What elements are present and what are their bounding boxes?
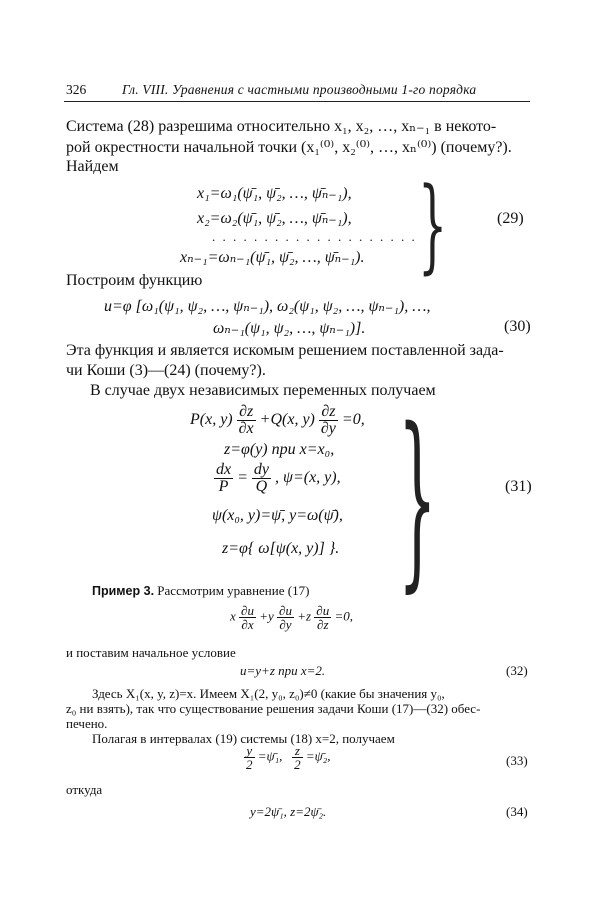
para2-line1: Эта функция и является искомым решением поставленной зада-: [66, 342, 504, 359]
eq17-frac1-num: ∂u: [241, 603, 254, 618]
example-title: Пример 3.: [92, 584, 155, 598]
para1-line1: Система (28) разрешима относительно x₁, x₂, …, xₙ₋₁ в некото-: [66, 118, 497, 135]
eq31-row2: z=φ(y) при x=x₀,: [224, 441, 335, 458]
eq31-p-coef: P(x, y): [190, 411, 233, 429]
eq33-frac1-num: y: [244, 744, 255, 758]
eq17-y: +y: [259, 608, 274, 624]
eq31-row3-tail: , ψ=(x, y),: [275, 469, 341, 487]
eq17-frac3: [314, 604, 331, 631]
eq17-frac2-num: ∂u: [279, 603, 292, 618]
eq31-row5: z=φ{ ω[ψ(x, y)] }.: [222, 540, 340, 557]
example-intro-text: Рассмотрим уравнение (17): [154, 583, 310, 598]
eq33-frac1-den: 2: [246, 757, 253, 772]
eq17-frac3-den: ∂z: [317, 617, 329, 632]
eq33-frac2: [292, 744, 303, 771]
eq17-z: +z: [297, 608, 312, 624]
eq17-x: x: [230, 608, 236, 624]
here-line2: z₀ ни взять), так что существование решения задачи Коши (17)—(32) обес-: [66, 701, 481, 716]
cond-text: и поставим начальное условие: [66, 645, 236, 660]
para2-line3: В случае двух независимых переменных получаем: [90, 382, 436, 399]
eq30-label: (30): [504, 318, 531, 335]
eq17-frac1: [239, 604, 256, 631]
eq29-row2: x₂=ω₂(ψ̄₁, ψ̄₂, …, ψ̄ₙ₋₁),: [197, 210, 352, 227]
eq31-frac4: [252, 462, 271, 495]
header-rule: [64, 101, 530, 102]
eq33-end: =ψ̄₂,: [305, 748, 331, 764]
eq30-line2: ωₙ₋₁(ψ₁, ψ₂, …, ψₙ₋₁)].: [213, 320, 366, 337]
eq31-frac1-den: ∂x: [238, 420, 254, 437]
put-line: Полагая в интервалах (19) системы (18) x=2, получаем: [92, 731, 395, 746]
eq17-frac1-den: ∂x: [241, 617, 254, 632]
eq17-end: =0,: [334, 608, 354, 624]
eq31-frac3-num: dx: [216, 461, 232, 478]
whence: откуда: [66, 782, 103, 797]
eq31-frac2-num: ∂z: [319, 404, 338, 421]
eq31-frac4-den: Q: [255, 478, 268, 495]
eq31-row1: [190, 404, 365, 437]
here-line3: печено.: [66, 716, 108, 731]
eq17: [230, 604, 353, 631]
para1-line3: Найдем: [66, 158, 119, 175]
eq31-row3-eq: =: [237, 469, 248, 487]
eq31-row4: ψ(x₀, y)=ψ̄, y=ω(ψ̄),: [212, 507, 343, 524]
eq32: u=y+z при x=2.: [240, 663, 326, 678]
eq33-frac2-den: 2: [294, 757, 301, 772]
eq31-frac2: [319, 404, 338, 437]
running-title: Гл. VIII. Уравнения с частными производными 1-го порядка: [122, 82, 477, 97]
eq33: [244, 744, 331, 771]
page-number: 326: [66, 82, 87, 97]
example-intro: [92, 583, 309, 599]
eq29-row1: x₁=ω₁(ψ̄₁, ψ̄₂, …, ψ̄ₙ₋₁),: [197, 185, 352, 202]
eq17-frac2: [277, 604, 294, 631]
eq31-row3: [214, 462, 341, 495]
eq31-frac4-num: dy: [253, 461, 270, 478]
eq17-frac3-num: ∂u: [316, 603, 330, 618]
build-text: Построим функцию: [66, 272, 203, 289]
eq29-row3: xₙ₋₁=ωₙ₋₁(ψ̄₁, ψ̄₂, …, ψ̄ₙ₋₁).: [180, 249, 365, 266]
eq34-label: (34): [506, 804, 528, 819]
eq33-mid: =ψ̄₁,: [257, 748, 283, 764]
para1-line2: рой окрестности начальной точки (x₁⁽⁰⁾, x₂⁽⁰⁾, …, xₙ⁽⁰⁾) (почему?).: [66, 139, 512, 156]
eq31-frac1-num: ∂z: [237, 404, 256, 421]
eq32-label: (32): [506, 663, 528, 678]
eq31-frac1: [237, 404, 256, 437]
eq30-line1: u=φ [ω₁(ψ₁, ψ₂, …, ψₙ₋₁), ω₂(ψ₁, ψ₂, …, ψₙ₋₁), …,: [104, 298, 431, 315]
para2-line2: чи Коши (3)—(24) (почему?).: [66, 362, 266, 379]
eq34: y=2ψ̄₁, z=2ψ̄₂.: [250, 804, 327, 819]
eq31-label: (31): [505, 478, 532, 495]
eq33-frac2-num: z: [292, 744, 303, 758]
eq33-frac1: [244, 744, 255, 771]
eq33-label: (33): [506, 753, 528, 768]
eq29-brace: }: [418, 166, 448, 285]
eq31-row1-end: =0,: [341, 411, 365, 429]
eq29-dots: . . . . . . . . . . . . . . . . . . . .: [212, 229, 417, 244]
eq29-label: (29): [497, 210, 524, 227]
eq31-brace: }: [398, 388, 437, 609]
eq31-frac3: [214, 462, 233, 495]
here-line1: Здесь X₁(x, y, z)=x. Имеем X₁(2, y₀, z₀)≠0 (какие бы значения y₀,: [92, 686, 445, 701]
eq31-frac2-den: ∂y: [320, 420, 336, 437]
eq17-frac2-den: ∂y: [279, 617, 292, 632]
eq31-frac3-den: P: [218, 478, 229, 495]
eq31-q-coef: +Q(x, y): [259, 411, 315, 429]
